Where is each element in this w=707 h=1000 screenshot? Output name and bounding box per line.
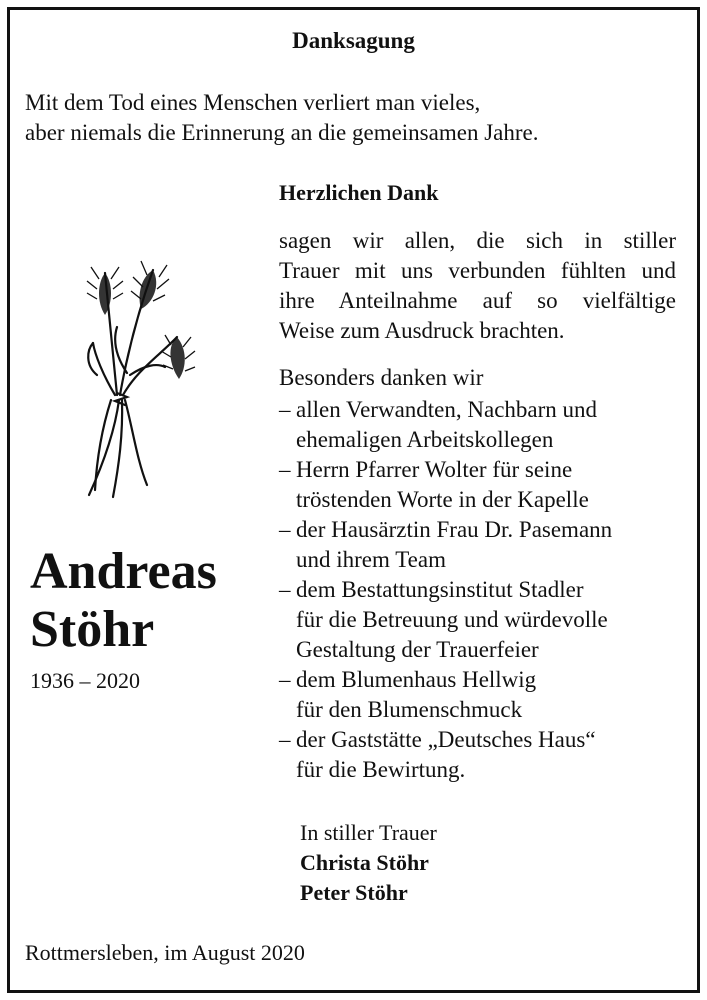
list-item xyxy=(279,575,612,665)
dash-bullet: – xyxy=(279,727,291,752)
deceased-last-name: Stöhr xyxy=(30,601,155,658)
list-item-line: Herrn Pfarrer Wolter für seine xyxy=(296,457,573,482)
list-item-line: und ihrem Team xyxy=(296,547,446,572)
thanks-line: ihre Anteilnahme auf so vielfältige xyxy=(279,288,676,313)
signer-name: Christa Stöhr xyxy=(300,850,429,875)
thanks-text xyxy=(279,226,676,346)
list-item xyxy=(279,665,612,725)
list-item-line: tröstenden Worte in der Kapelle xyxy=(296,487,589,512)
motto-line: Mit dem Tod eines Menschen verliert man vieles, xyxy=(25,90,481,115)
list-item-line: der Gaststätte „Deutsches Haus“ xyxy=(296,727,596,752)
list-item-line: Gestaltung der Trauerfeier xyxy=(296,637,539,662)
list-item-line: allen Verwandten, Nachbarn und xyxy=(296,397,598,422)
signature-intro: In stiller Trauer xyxy=(300,820,437,845)
thanks-title: Herzlichen Dank xyxy=(279,180,439,205)
list-item-line: ehemaligen Arbeitskollegen xyxy=(296,427,554,452)
motto xyxy=(25,88,538,148)
wheat-bundle-icon xyxy=(75,255,210,505)
list-item-line: für die Betreuung und würdevolle xyxy=(296,607,608,632)
signature-block xyxy=(300,818,437,908)
dash-bullet: – xyxy=(279,397,291,422)
list-item xyxy=(279,515,612,575)
deceased-name xyxy=(30,543,217,659)
list-item xyxy=(279,455,612,515)
signer-name: Peter Stöhr xyxy=(300,880,408,905)
list-item-line: für den Blumenschmuck xyxy=(296,697,523,722)
list-item-line: dem Blumenhaus Hellwig xyxy=(296,667,537,692)
dash-bullet: – xyxy=(279,667,291,692)
life-years: 1936 – 2020 xyxy=(30,668,140,693)
list-item xyxy=(279,725,612,785)
place-date: Rottmersleben, im August 2020 xyxy=(25,940,305,965)
list-item-line: der Hausärztin Frau Dr. Pasemann xyxy=(296,517,613,542)
deceased-first-name: Andreas xyxy=(30,543,217,600)
thanks-line: sagen wir allen, die sich in stiller xyxy=(279,228,676,253)
thanks-line: Trauer mit uns verbunden fühlten und xyxy=(279,258,676,283)
notice-heading: Danksagung xyxy=(292,28,415,53)
special-thanks-list xyxy=(279,395,612,785)
list-item-line: dem Bestattungsinstitut Stadler xyxy=(296,577,584,602)
dash-bullet: – xyxy=(279,577,291,602)
dash-bullet: – xyxy=(279,517,291,542)
motto-line: aber niemals die Erinnerung an die gemeinsamen Jahre. xyxy=(25,120,539,145)
list-item xyxy=(279,395,612,455)
dash-bullet: – xyxy=(279,457,291,482)
thanks-line: Weise zum Ausdruck brachten. xyxy=(279,318,565,343)
special-thanks-intro: Besonders danken wir xyxy=(279,365,484,390)
list-item-line: für die Bewirtung. xyxy=(296,757,466,782)
